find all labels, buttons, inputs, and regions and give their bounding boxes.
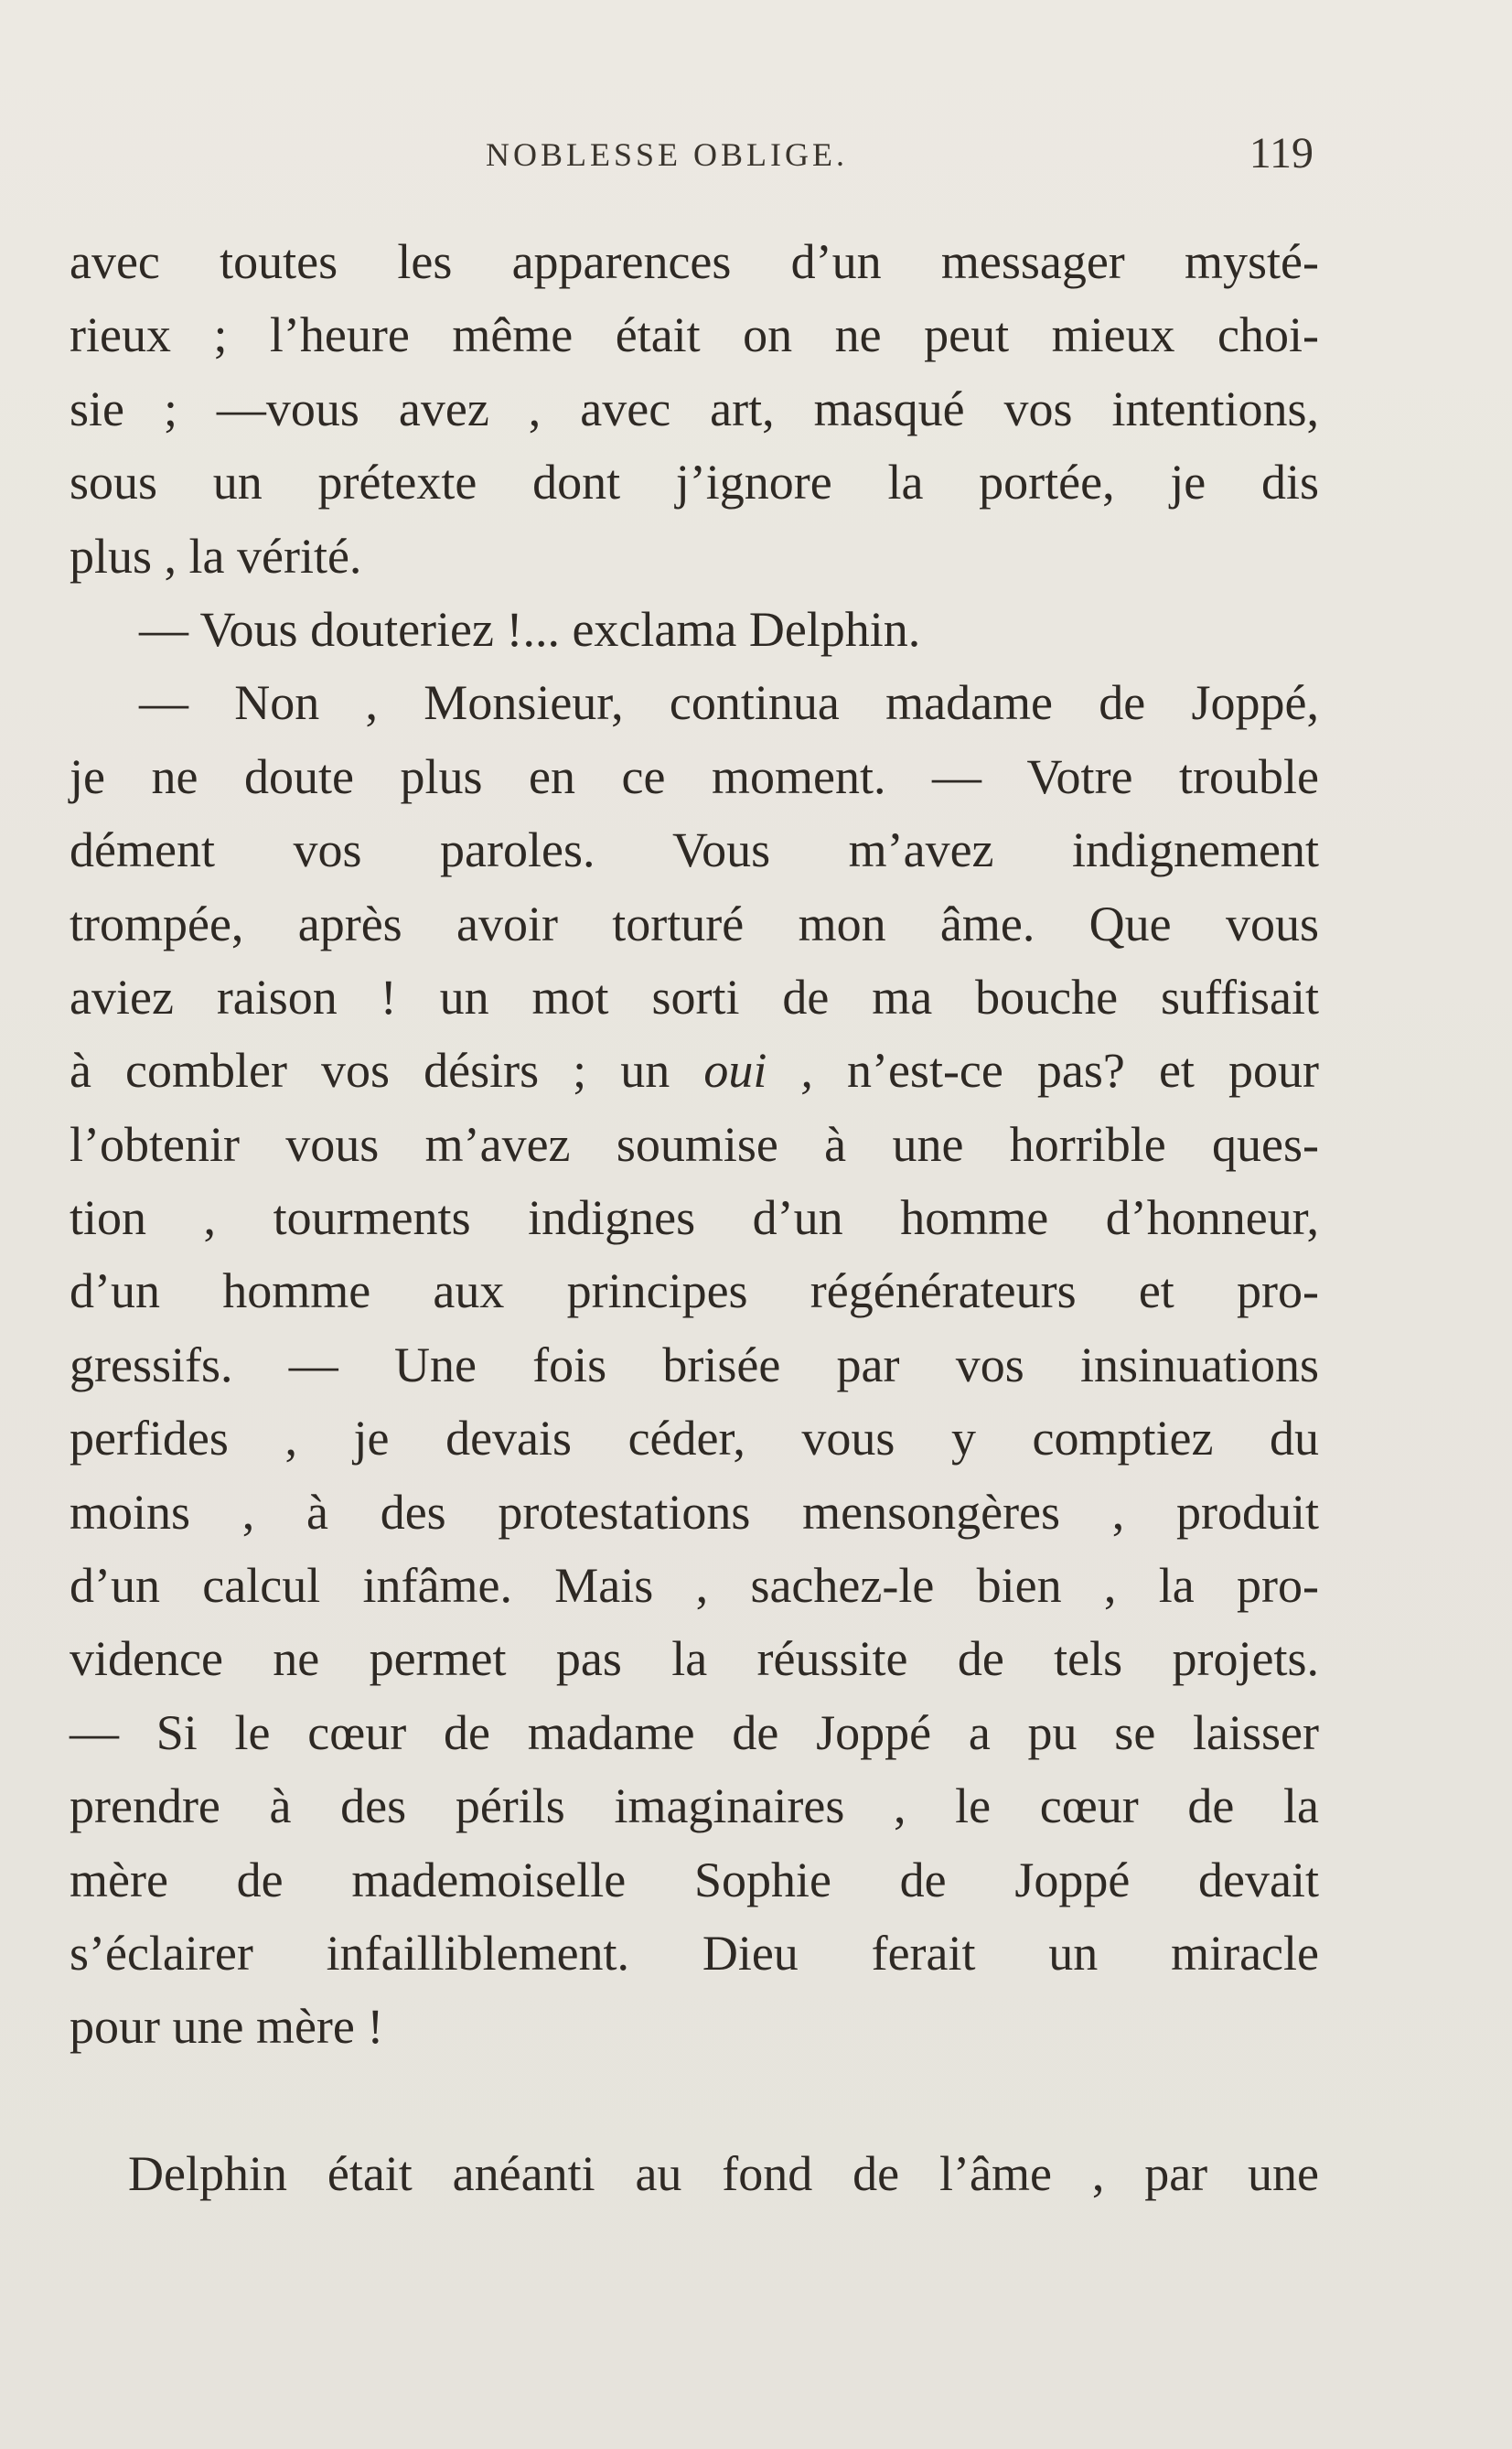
text-line: pour une mère ! [70,1999,384,2055]
text-line: rieux ; l’heure même était on ne peut mieux choi- [70,307,1319,363]
text-line: sie ; —vous avez , avec art, masqué vos intentions, [70,381,1319,436]
text-line: s’éclairer infailliblement. Dieu ferait un miracle [70,1925,1319,1981]
text-segment: n’est-ce pas? et pour [812,1043,1319,1099]
text-line: je ne doute plus en ce moment. — Votre trouble [70,748,1319,804]
text-line: d’un calcul infâme. Mais , sachez-le bien , la pro- [70,1558,1319,1614]
text-line: gressifs. — Une fois brisée par vos insinuations [70,1337,1319,1392]
text-line: moins , à des protestations mensongères , produit [70,1484,1319,1540]
text-line: — Non , Monsieur, continua madame de Joppé, [139,675,1319,731]
text-line: avec toutes les apparences d’un messager mysté- [70,234,1319,289]
text-line: sous un prétexte dont j’ignore la portée, je dis [70,455,1319,510]
text-line: d’un homme aux principes régénérateurs et pro- [70,1263,1319,1319]
running-title: NOBLESSE OBLIGE. [486,136,848,173]
page-header [70,128,1323,179]
text-line: plus , la vérité. [70,528,362,584]
text-segment: à combler vos désirs ; un [70,1043,670,1099]
text-line: trompée, après avoir torturé mon âme. Que vous [70,896,1319,951]
text-line: — Si le cœur de madame de Joppé a pu se laisser [70,1704,1319,1760]
text-line: dément vos paroles. Vous m’avez indignement [70,822,1319,878]
text-line-with-italic [70,1034,1319,1107]
closing-line: Delphin était anéanti au fond de l’âme , par une [128,2146,1319,2202]
text-line: tion , tourments indignes d’un homme d’honneur, [70,1190,1319,1246]
italic-word: oui , [703,1043,813,1099]
text-line: prendre à des périls imaginaires , le cœur de la [70,1778,1319,1834]
text-line: l’obtenir vous m’avez soumise à une horrible ques- [70,1116,1319,1172]
blank-line [70,2064,1319,2137]
text-line: mère de mademoiselle Sophie de Joppé devait [70,1852,1319,1907]
text-line: aviez raison ! un mot sorti de ma bouche suffisait [70,969,1319,1025]
page-number: 119 [1249,129,1314,177]
text-line: vidence ne permet pas la réussite de tels projets. [70,1631,1319,1687]
body-text [70,225,1319,2211]
text-line: perfides , je devais céder, vous y comptiez du [70,1411,1319,1466]
text-line: — Vous douteriez !... exclama Delphin. [139,601,921,657]
